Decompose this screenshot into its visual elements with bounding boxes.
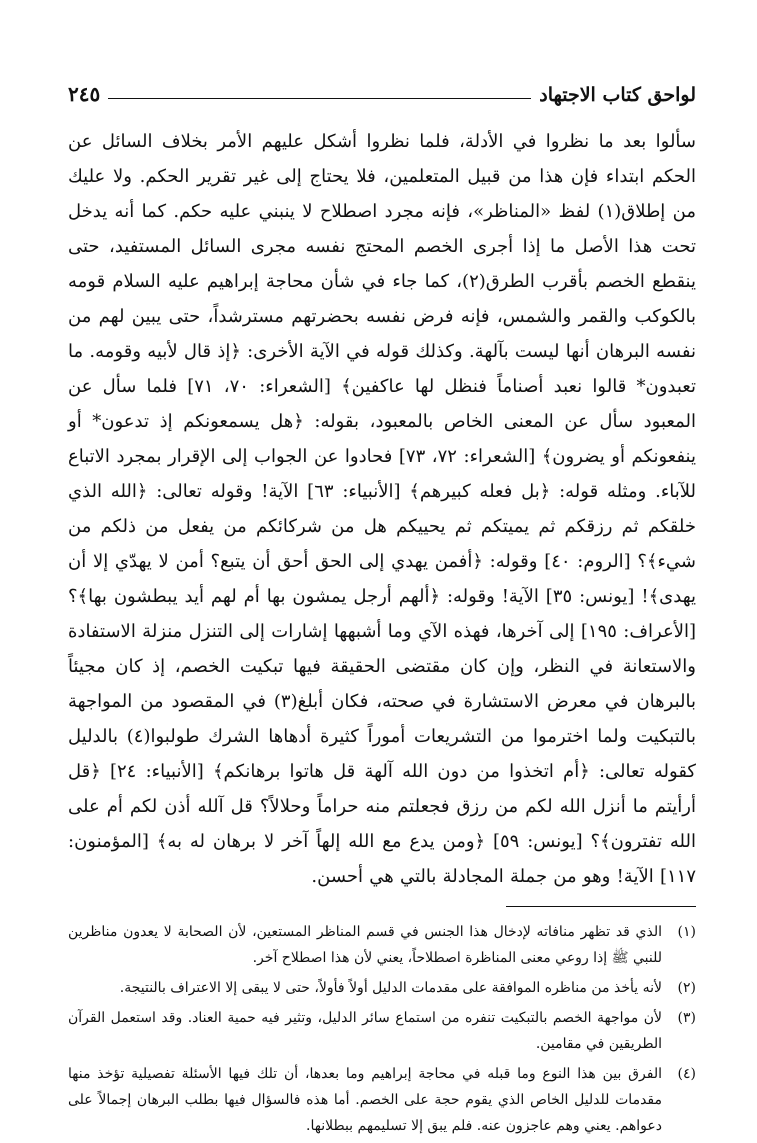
body-paragraph: سألوا بعد ما نظروا في الأدلة، فلما نظروا أشكل عليهم الأمر بخلاف السائل عن الحكم ابتداء فإن هذا من قبيل المتعلمين، فلا يحتاج إلى غير تقرير الحكم. ولا عليك من إطلاق(١) لفظ «المناظر»، فإنه مجرد اصطلاح لا ينبني عليه حكم. كما أنه يدخل تحت هذا الأصل ما إذا أجرى الخصم المحتج نفسه مجرى السائل المستفيد، حتى ينقطع الخصم بأقرب الطرق(٢)، كما جاء في شأن محاجة إبراهيم عليه السلام قومه بالكوكب والقمر والشمس، فإنه فرض نفسه بحضرتهم مسترشداً، حتى يبين لهم من نفسه البرهان أنها ليست بآلهة. وكذلك قوله في الآية الأخرى: ﴿إذ قال لأبيه وقومه. ما تعبدون* قالوا نعبد أصناماً فنظل لها عاكفين﴾ [الشعراء: ٧٠، ٧١] فلما سأل عن المعبود سأل عن المعنى الخاص بالمعبود، بقوله: ﴿هل يسمعونكم إذ تدعون* أو ينفعونكم أو يضرون﴾ [الشعراء: ٧٢، ٧٣] فحادوا عن الجواب إلى الإقرار بمجرد الاتباع للآباء. ومثله قوله: ﴿بل فعله كبيرهم﴾ [الأنبياء: ٦٣] الآية! وقوله تعالى: ﴿الله الذي خلقكم ثم رزقكم ثم يميتكم ثم يحييكم هل من شركائكم من يفعل من ذلكم من شيء﴾؟ [الروم: ٤٠] وقوله: ﴿أفمن يهدي إلى الحق أحق أن يتبع؟ أمن لا يهدّي إلا أن يهدى﴾! [يونس: ٣٥] الآية! وقوله: ﴿ألهم أرجل يمشون بها أم لهم أيد يبطشون بها﴾؟ [الأعراف: ١٩٥] إلى آخرها، فهذه الآي وما أشبهها إشارات إلى التنزل منزلة الاستفادة والاستعانة في النظر، وإن كان مقتضى الحقيقة فيها تبكيت الخصم، إذ كان مجيئاً بالبرهان في معرض الاستشارة في صحته، فكان أبلغ(٣) في المقصود من المواجهة بالتبكيت ولما اخترموا من التشريعات أموراً كثيرة أدهاها الشرك طولبوا(٤) بالدليل كقوله تعالى: ﴿أم اتخذوا من دون الله آلهة قل هاتوا برهانكم﴾ [الأنبياء: ٢٤] ﴿قل أرأيتم ما أنزل الله لكم من رزق فجعلتم منه حراماً وحلالاً؟ قل آلله أذن لكم أم على الله تفترون﴾؟ [يونس: ٥٩] ﴿ومن يدع مع الله إلهاً آخر لا برهان له به﴾ [المؤمنون: ١١٧] الآية! وهو من جملة المجادلة بالتي هي أحسن. xyxy=(68,131,697,887)
footnote-4 xyxy=(68,1061,696,1139)
footnote-number: (٢) xyxy=(677,980,696,996)
footnote-1 xyxy=(68,919,696,971)
footnote-3 xyxy=(68,1005,696,1057)
footnote-text: الفرق بين هذا النوع وما قبله في محاجة إبراهيم وما بعدها، أن تلك فيها الأسئلة تفصيلية تؤخذ منها مقدمات للدليل الخاص الذي يقوم حجة على الخصم. أما هذه فالسؤال فيها بطلب البرهان إجمالاً على دعواهم. يعني وهم عاجزون عنه. فلم يبق إلا تسليمهم ببطلانها. xyxy=(68,1066,662,1134)
main-text xyxy=(68,124,696,894)
footnote-number: (٤) xyxy=(677,1066,696,1082)
footnote-text: لأن مواجهة الخصم بالتبكيت تنفره من استماع سائر الدليل، وتثير فيه حمية العناد. وقد استعمل القرآن الطريقين في مقامين. xyxy=(68,1010,662,1052)
footnote-text: الذي قد تظهر منافاته لإدخال هذا الجنس في قسم المناظر المستعين، لأن الصحابة لا يعدون مناظرين للنبي ﷺ إذا روعي معنى المناظرة اصطلاحاً، يعني لأن هذا اصطلاح آخر. xyxy=(68,924,662,966)
footnote-number: (١) xyxy=(677,924,696,940)
footnote-text: لأنه يأخذ من مناظره الموافقة على مقدمات الدليل أولاً فأولاً، حتى لا يبقى إلا الاعتراف بالنتيجة. xyxy=(119,980,662,996)
page-number: ٢٤٥ xyxy=(68,82,101,106)
footnote-number: (٣) xyxy=(677,1010,696,1026)
footnote-separator xyxy=(506,906,696,907)
chapter-title: لواحق كتاب الاجتهاد xyxy=(539,84,696,106)
footnotes xyxy=(68,919,696,1139)
running-header xyxy=(68,66,696,106)
book-page xyxy=(68,66,696,1143)
header-rule xyxy=(108,98,531,99)
footnote-2 xyxy=(68,975,696,1001)
